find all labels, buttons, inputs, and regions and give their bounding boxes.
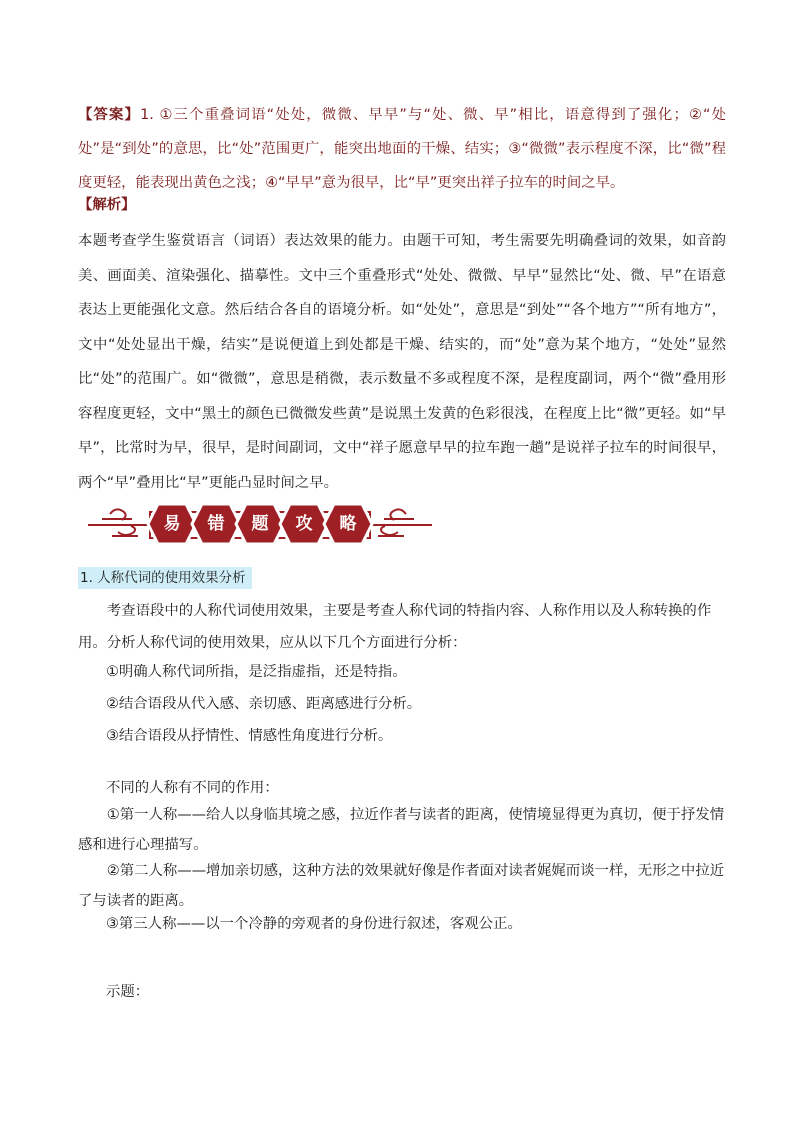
role-second-person: ②第二人称——增加亲切感，这种方法的效果就好像是作者面对读者娓娓而谈一样，无形之中拉近了与读者的距离。	[78, 863, 725, 909]
answer-block	[78, 98, 726, 200]
banner-char-3: 题	[251, 514, 269, 534]
banner-char-5: 略	[339, 514, 357, 534]
role-first-person: ①第一人称——给人以身临其境之感，拉近作者与读者的距离，使情境显得更为真切，便于抒发情感和进行心理描写。	[78, 807, 725, 853]
role-third-person: ③第三人称——以一个冷静的旁观者的身份进行叙述，客观公正。	[106, 916, 522, 932]
right-cloud-ornament	[372, 509, 432, 536]
left-cloud-ornament	[88, 509, 148, 536]
answer-text: 1. ①三个重叠词语“处处，微微、早早”与“处、微、早”相比，语意得到了强化；②“处处”是“到处”的意思，比“处”范围更广，能突出地面的干燥、结实；③“微微”表示程度不深，比“微”程度更轻，能表现出黄色之浅；④“早早”意为很早，比“早”更突出祥子拉车的时间之早。	[78, 107, 726, 191]
banner-char-1: 易	[163, 514, 181, 534]
point-3: ③结合语段从抒情性、情感性角度进行分析。	[106, 728, 393, 744]
point-2: ②结合语段从代入感、亲切感、距离感进行分析。	[106, 696, 422, 712]
banner-char-2: 错	[207, 514, 225, 534]
example-label: 示题：	[106, 984, 150, 1000]
section-intro: 考查语段中的人称代词使用效果，主要是考查人称代词的特指内容、人称作用以及人称转换的作用。分析人称代词的使用效果，应从以下几个方面进行分析：	[78, 603, 712, 651]
banner-char-4: 攻	[295, 514, 313, 534]
section-banner	[88, 492, 432, 556]
section-heading: 1. 人称代词的使用效果分析	[78, 567, 252, 589]
roles-title: 不同的人称有不同的作用：	[106, 780, 279, 796]
analysis-text: 本题考查学生鉴赏语言（词语）表达效果的能力。由题干可知，考生需要先明确叠词的效果，如音韵美、画面美、渲染强化、描摹性。文中三个重叠形式“处处、微微、早早”显然比“处、微、早”在语意表达上更能强化文意。然后结合各自的语境分析。如“处处”，意思是“到处”“各个地方”“所有地方”，文中“处处显出干燥，结实”是说便道上到处都是干燥、结实的，而“处”意为某个地方，“处处”显然比“处”的范围广。如“微微”，意思是稍微，表示数量不多或程度不深，是程度副词，两个“微”叠用形容程度更轻，文中“黑土的颜色已微微发些黄”是说黑土发黄的色彩很浅，在程度上比“微”更轻。如“早早”，比常时为早，很早，是时间副词，文中“祥子愿意早早的拉车跑一趟”是说祥子拉车的时间很早，两个“早”叠用比“早”更能凸显时间之早。	[78, 233, 726, 491]
analysis-label: 【解析】	[78, 197, 136, 213]
point-1: ①明确人称代词所指，是泛指虚指，还是特指。	[106, 664, 407, 680]
answer-tag: 【答案】	[78, 107, 141, 123]
